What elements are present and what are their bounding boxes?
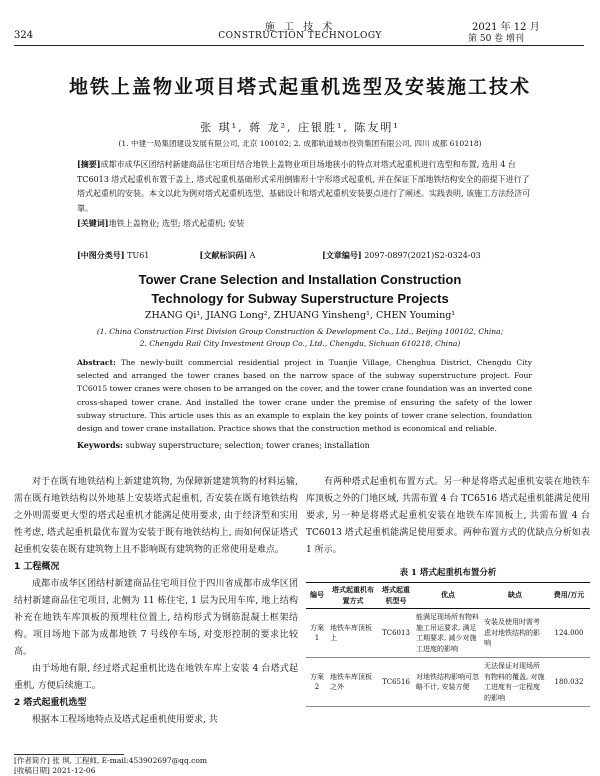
section-heading-2: 2 塔式起重机选型 bbox=[14, 698, 87, 708]
english-affiliation bbox=[0, 326, 600, 350]
footnote-rule bbox=[14, 754, 124, 755]
table-cell: 对地铁结构影响可忽略不计, 安装方便 bbox=[414, 658, 482, 707]
table-cell: 地铁车库顶板上 bbox=[328, 609, 378, 658]
journal-name-en: CONSTRUCTION TECHNOLOGY bbox=[218, 31, 382, 41]
english-keywords-label: Keywords: bbox=[77, 440, 124, 450]
paper-title: 地铁上盖物业项目塔式起重机选型及安装施工技术 bbox=[68, 76, 531, 98]
site-paragraph: 由于场地有限, 经过塔式起重机比选在地铁车库上安装 4 台塔式起重机, 方便后续施工。 bbox=[14, 664, 298, 691]
table-cell: 地铁车库顶板之外 bbox=[328, 658, 378, 707]
article-no-value: 2097-0897(2021)S2-0324-03 bbox=[364, 251, 481, 260]
english-abstract bbox=[77, 356, 532, 435]
table-caption: 表 1 塔式起重机布置分析 bbox=[399, 568, 497, 578]
clc-label: [中图分类号] bbox=[77, 250, 125, 260]
table-cell: 安装及使用时需考虑对地铁结构的影响 bbox=[482, 609, 548, 658]
english-abstract-label: Abstract: bbox=[77, 358, 116, 367]
classification-row bbox=[77, 250, 547, 261]
table-cell: 180.032 bbox=[548, 658, 590, 707]
table-header-cell: 费用/万元 bbox=[548, 583, 590, 609]
doc-code-label: [文献标识码] bbox=[199, 250, 248, 260]
header-rule bbox=[14, 45, 584, 46]
table-cell: 方案 2 bbox=[306, 658, 328, 707]
author-footnote: [作者简介] 张 琪, 工程师, E-mail:453902697@qq.com bbox=[14, 756, 207, 765]
table-cell: TC6516 bbox=[378, 658, 414, 707]
section-heading-1: 1 工程概况 bbox=[14, 562, 60, 572]
keywords-text: 地铁上盖物业; 选型; 塔式起重机; 安装 bbox=[108, 219, 245, 228]
layout-paragraph: 有两种塔式起重机布置方式。另一种是将塔式起重机安装在地铁车库顶板之外的门地区域, 共需布置 4 台 TC6516 塔式起重机能满足使用要求, 另一种是将塔式起重机安装在地铁车库顶板上, 共需布置 4 台 TC6013 塔式起重机能满足使用要求。两种布置方式的优缺点分析如表 1 所示。 bbox=[306, 477, 590, 555]
table-row bbox=[306, 658, 590, 707]
journal-name-cn: 施 工 技 术 bbox=[264, 22, 336, 33]
table-header-cell: 塔式起重机型号 bbox=[378, 583, 414, 609]
english-keywords bbox=[77, 440, 532, 450]
issue-volume: 第 50 卷 增刊 bbox=[468, 34, 525, 44]
clc-value: TU61 bbox=[127, 251, 150, 260]
table-cell: TC6013 bbox=[378, 609, 414, 658]
issue-date: 2021 年 12 月 bbox=[472, 22, 540, 33]
intro-paragraph: 对于在既有地铁结构上新建建筑物, 为保障新建建筑物的材料运输, 需在既有地铁结构以外地基上安装塔式起重机, 否安装在既有地铁结构之外则需要更大型的塔式起重机才能满足使用要求, 由于经济型和实用性考虑, 塔式起重机最优布置为安装于既有地铁结构上, 而如何保证塔式起重机安装在既有建筑物上且不影响既有建筑物的正常使用是难点。 bbox=[14, 477, 298, 555]
body-left-column bbox=[14, 474, 298, 729]
table-header-cell: 缺点 bbox=[482, 583, 548, 609]
abstract-label: [摘要] bbox=[77, 159, 101, 169]
english-keywords-text: subway superstructure; selection; tower cranes; installation bbox=[125, 441, 370, 450]
table-header-cell: 编号 bbox=[306, 583, 328, 609]
selection-paragraph: 根据本工程场地特点及塔式起重机使用要求, 共 bbox=[32, 715, 218, 725]
table-header-cell: 优点 bbox=[414, 583, 482, 609]
table-header-cell: 塔式起重机布置方式 bbox=[328, 583, 378, 609]
article-no-label: [文章编号] bbox=[322, 250, 362, 260]
abstract-text: 成都市成华区团结村新建商品住宅项目结合地铁上盖物业项目场地狭小的特点对塔式起重机进行选型和布置, 选用 4 台 TC6013 塔式起重机布置于盖上, 塔式起重机基础形式采用倒锥形十字形塔式起重机, 并在保证下部地铁结构安全的前提下进行了塔式起重机的安装。本文以此为例对塔式起重机选型、基础设计和塔式起重机安装要点进行了阐述。实践表明, 该施工方法经济可靠。 bbox=[77, 160, 531, 213]
page-number: 324 bbox=[14, 30, 34, 41]
english-abstract-text: The newly-built commercial residential project in Tuanjie Village, Chenghua District, Chengdu City selected and arranged the tower cranes based on the narrow space of the subway superstructure project. Four TC6015 tower cranes were chosen to be arranged on the cover, and the tower crane foundation was an inverted cone cross-shaped tower crane. And installed the tower crane under the premise of ensuring the safety of the lower subway structure. This article uses this as an example to explain the key points of tower crane selection, foundation design and tower crane installation. Practice shows that the construction method is economical and reliable. bbox=[77, 358, 532, 434]
table-cell: 方案 1 bbox=[306, 609, 328, 658]
doc-code-value: A bbox=[249, 251, 256, 260]
table-cell: 能满足现场所有物料施工吊运要求, 满足工期要求, 减少对施工进度的影响 bbox=[414, 609, 482, 658]
english-affiliation-1: (1. China Construction First Division Group Construction & Development Co., Ltd., Beijing 100102, China; bbox=[96, 327, 504, 336]
english-title-line-2: Technology for Subway Superstructure Projects bbox=[151, 291, 449, 306]
overview-paragraph: 成都市成华区团结村新建商品住宅项目位于四川省成都市成华区团结村新建商品住宅项目, 北侧为 11 栋住宅, 1 层为民用车库, 地上结构补充在地铁车库顶板的预埋柱位置上, 结构形式为钢筋混凝土框架结构。项目场地下部为成都地铁 7 号线停车场, 对变形控制的要求比较高。 bbox=[14, 579, 298, 657]
author-list: 张 琪¹, 蒋 龙², 庄银胜¹, 陈友明¹ bbox=[200, 121, 400, 134]
table-cell: 124.000 bbox=[548, 609, 590, 658]
crane-layout-table bbox=[306, 582, 590, 707]
english-title bbox=[0, 270, 600, 308]
received-date: [收稿日期] 2021-12-06 bbox=[14, 766, 96, 775]
chinese-abstract bbox=[77, 157, 532, 232]
body-right-column bbox=[306, 474, 590, 559]
english-title-line-1: Tower Crane Selection and Installation Construction bbox=[138, 272, 462, 287]
english-affiliation-2: 2. Chengdu Rail City Investment Group Co., Ltd., Chengdu, Sichuan 610218, China) bbox=[139, 339, 461, 348]
keywords-label: [关键词] bbox=[77, 218, 109, 228]
table-row bbox=[306, 609, 590, 658]
table-cell: 无法保证对现场所有物料的覆盖, 对施工进度有一定程度的影响 bbox=[482, 658, 548, 707]
english-authors: ZHANG Qi¹, JIANG Long², ZHUANG Yinsheng¹, CHEN Youming¹ bbox=[144, 310, 456, 321]
table-header-row bbox=[306, 583, 590, 609]
affiliation: (1. 中建一局集团建设发展有限公司, 北京 100102; 2. 成都轨道城市投资集团有限公司, 四川 成都 610218) bbox=[118, 139, 482, 148]
